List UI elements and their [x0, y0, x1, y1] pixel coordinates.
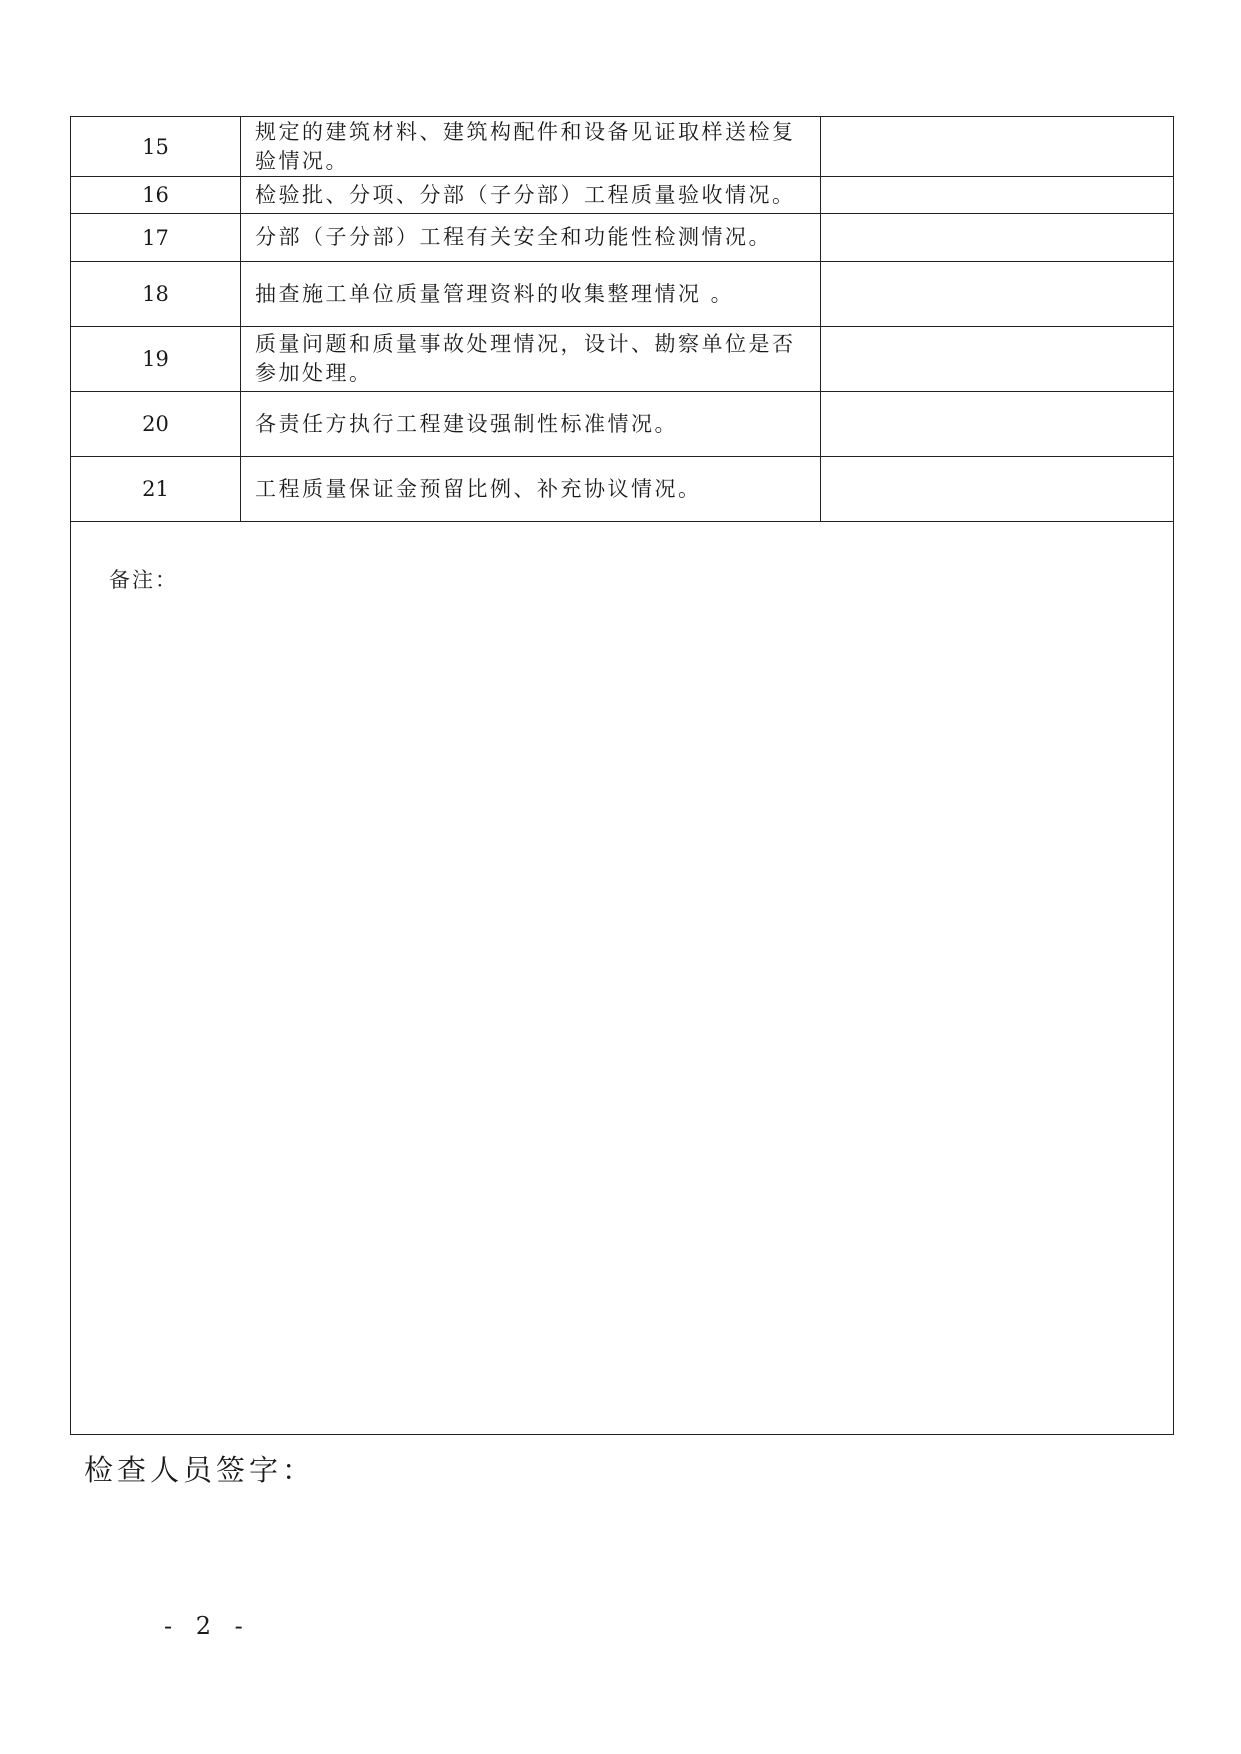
row-result-cell[interactable]: [821, 392, 1174, 457]
row-result-cell[interactable]: [821, 327, 1174, 392]
row-item-text: 分部（子分部）工程有关安全和功能性检测情况。: [241, 214, 821, 262]
remarks-label: 备注：: [109, 568, 178, 592]
row-result-cell[interactable]: [821, 262, 1174, 327]
row-result-cell[interactable]: [821, 457, 1174, 522]
row-number: 20: [71, 392, 241, 457]
table-row: [71, 327, 1174, 392]
row-item-text: 各责任方执行工程建设强制性标准情况。: [241, 392, 821, 457]
table-row: [71, 214, 1174, 262]
row-result-cell[interactable]: [821, 177, 1174, 214]
row-number: 17: [71, 214, 241, 262]
page-number: - 2 -: [164, 1612, 251, 1640]
row-number: 16: [71, 177, 241, 214]
row-number: 18: [71, 262, 241, 327]
inspection-checklist-table: [70, 116, 1174, 1435]
row-item-text: 质量问题和质量事故处理情况，设计、勘察单位是否参加处理。: [241, 327, 821, 392]
row-number: 15: [71, 117, 241, 177]
table-row: [71, 262, 1174, 327]
table-row: [71, 392, 1174, 457]
row-item-text: 工程质量保证金预留比例、补充协议情况。: [241, 457, 821, 522]
row-item-text: 抽查施工单位质量管理资料的收集整理情况 。: [241, 262, 821, 327]
row-result-cell[interactable]: [821, 117, 1174, 177]
remarks-area[interactable]: [71, 522, 1174, 1435]
row-item-text: 检验批、分项、分部（子分部）工程质量验收情况。: [241, 177, 821, 214]
row-number: 19: [71, 327, 241, 392]
row-number: 21: [71, 457, 241, 522]
row-item-text: 规定的建筑材料、建筑构配件和设备见证取样送检复验情况。: [241, 117, 821, 177]
table-row: [71, 457, 1174, 522]
remarks-row: [71, 522, 1174, 1435]
inspector-signature-label: 检查人员签字：: [84, 1453, 316, 1487]
row-result-cell[interactable]: [821, 214, 1174, 262]
table-row: [71, 177, 1174, 214]
table-row: [71, 117, 1174, 177]
